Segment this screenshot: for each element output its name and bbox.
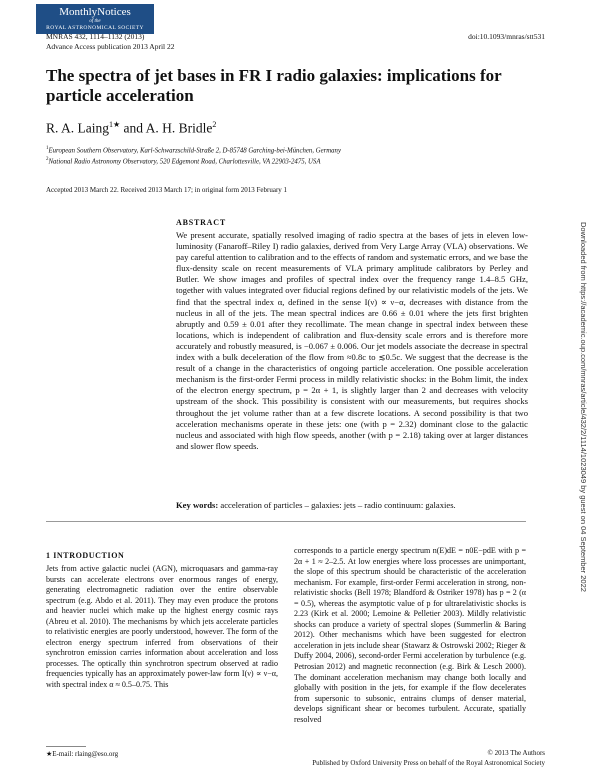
- keywords-list: acceleration of particles – galaxies: jets – radio continuum: galaxies.: [220, 500, 456, 510]
- publication-note: Advance Access publication 2013 April 22: [46, 41, 175, 51]
- received-dates: Accepted 2013 March 22. Received 2013 March 17; in original form 2013 February 1: [46, 186, 288, 194]
- affiliations: [46, 144, 341, 167]
- keywords-label: Key words:: [176, 500, 219, 510]
- citation: MNRAS 432, 1114–1132 (2013): [46, 32, 145, 41]
- abstract-heading: ABSTRACT: [176, 218, 226, 227]
- author-bridle-mark: 2: [212, 120, 217, 129]
- affiliation-2: $^2$National Radio Astronomy Observatory, 520 Edgemont Road, Charlottesville, VA 22903-2475, USA: [46, 157, 321, 166]
- copyright-line-2: Published by Oxford University Press on behalf of the Royal Astronomical Society: [312, 759, 545, 767]
- section-heading: 1 INTRODUCTION: [46, 551, 125, 560]
- download-sidebar: [580, 222, 588, 622]
- logo-society: ROYAL ASTRONOMICAL SOCIETY: [46, 25, 144, 31]
- intro-column-1: Jets from active galactic nuclei (AGN), microquasars and gamma-ray bursts can accelerate electrons over enormous ranges of energy, generating electromagnetic radiation over the entire observable spectrum (e.g. Abdo et al. 2011). They may even produce the protons and heavier nuclei which make up the highest energy cosmic rays (Abreu et al. 2010). The mechanisms by which jets accelerate particles to relativistic energies are poorly understood, however. The form of the electron energy spectrum inferred from observations of their synchrotron emission carries information about acceleration and loss processes. The optically thin synchrotron spectrum observed at radio frequencies typically has an approximately power-law form I(ν) ∝ ν−α, with spectral index α ≈ 0.5–0.75. This: [46, 564, 278, 690]
- footnote-email[interactable]: ★E-mail: rlaing@eso.org: [46, 750, 119, 758]
- footnote-divider: [46, 746, 86, 747]
- abstract-divider: [46, 521, 526, 522]
- paper-title: The spectra of jet bases in FR I radio galaxies: implications for particle acceleration: [46, 66, 502, 105]
- logo-title: MonthlyNotices: [59, 6, 131, 18]
- copyright-line-1: © 2013 The Authors: [487, 749, 545, 757]
- author-separator: and: [120, 120, 146, 136]
- doi-link[interactable]: doi:10.1093/mnras/stt531: [468, 32, 545, 41]
- copyright-block: [312, 748, 545, 768]
- affiliation-1: $^1$European Southern Observatory, Karl-Schwarzschild-Straße 2, D-85748 Garching-bei-München, Germany: [46, 146, 341, 155]
- logo-of: of the: [89, 19, 101, 24]
- author-laing: R. A. Laing: [46, 120, 109, 136]
- keywords: [176, 500, 528, 511]
- abstract-text: We present accurate, spatially resolved imaging of radio spectra at the bases of jets in eleven low-luminosity (Fanaroff–Riley I) radio galaxies, derived from Very Large Array (VLA) observations. We pay careful attention to calibration and to the effects of random and systematic errors, and we base the flux-density scale on recent measurements of VLA primary amplitude calibrators by Perley and Butler. We show images and profiles of spectral index over the frequency range 1.4–8.5 GHz, together with values integrated over fiducial regions defined by our relativistic models of the jets. We find that the spectral index α, defined in the sense I(ν) ∝ ν−α, decreases with distance from the nucleus in all of the jets. The mean spectral indices are 0.66 ± 0.01 where the jets first brighten abruptly and 0.59 ± 0.01 after they recollimate. The mean change in spectral index between these locations, which is independent of calibration and flux-density scale errors and is therefore more accurately and robustly measured, is −0.067 ± 0.006. Our jet models associate the decrease in spectral index with a bulk deceleration of the flow from ≈0.8c to ≲0.5c. We suggest that the decrease is the result of a change in the characteristics of ongoing particle acceleration. One possible acceleration mechanism is the first-order Fermi process in mildly relativistic shocks: in the Bohm limit, the index of the electron energy spectrum, p = 2α + 1, is slightly larger than 2 and decreases with velocity upstream of the shock. This possibility is consistent with our measurements, but requires shocks throughout the jet volume rather than at a few discrete locations. A second possibility is that two acceleration mechanisms operate in these jets: one (with p = 2.32) dominant close to the galactic nucleus and associated with high flow speeds, another (with p = 2.18) taking over at larger distances and slower flow speeds.: [176, 230, 528, 451]
- citation-block: [46, 32, 175, 51]
- journal-logo: [36, 4, 154, 34]
- intro-column-2: corresponds to a particle energy spectrum n(E)dE = n0E−pdE with p = 2α + 1 ≈ 2–2.5. At low energies where loss processes are unimportant, the slope of this spectrum should be characteristic of the acceleration mechanism. For example, first-order Fermi acceleration in strong, non-relativistic shocks (Bell 1978; Blandford & Ostriker 1978) has p = 2 (α = 0.5), whereas the asymptotic value of p for ultrarelativistic shocks is 2.23 (Kirk et al. 2000; Lemoine & Pelletier 2003). Mildly relativistic shocks can produce a variety of spectral slopes (Summerlin & Baring 2012). Other mechanisms which have been suggested for electron acceleration in jets include shear (Stawarz & Ostrowski 2002; Rieger & Duffy 2004, 2006), second-order Fermi acceleration by turbulence (e.g. Petrosian 2012) and magnetic reconnection (e.g. Birk & Lesch 2000). The dominant acceleration mechanism may change both locally and globally with position in the jets, for example if the flow decelerates from supersonic to subsonic, entrains clumps of denser material, develops significant shear or becomes turbulent. Accurate, spatially resolved: [294, 546, 526, 724]
- author-bridle: A. H. Bridle: [145, 120, 213, 136]
- download-note: Downloaded from https://academic.oup.com/mnras/article/432/2/1114/1023049 by guest on 04 September 2022: [579, 222, 588, 592]
- author-list: [46, 120, 216, 137]
- author-laing-mark: 1★: [109, 120, 121, 129]
